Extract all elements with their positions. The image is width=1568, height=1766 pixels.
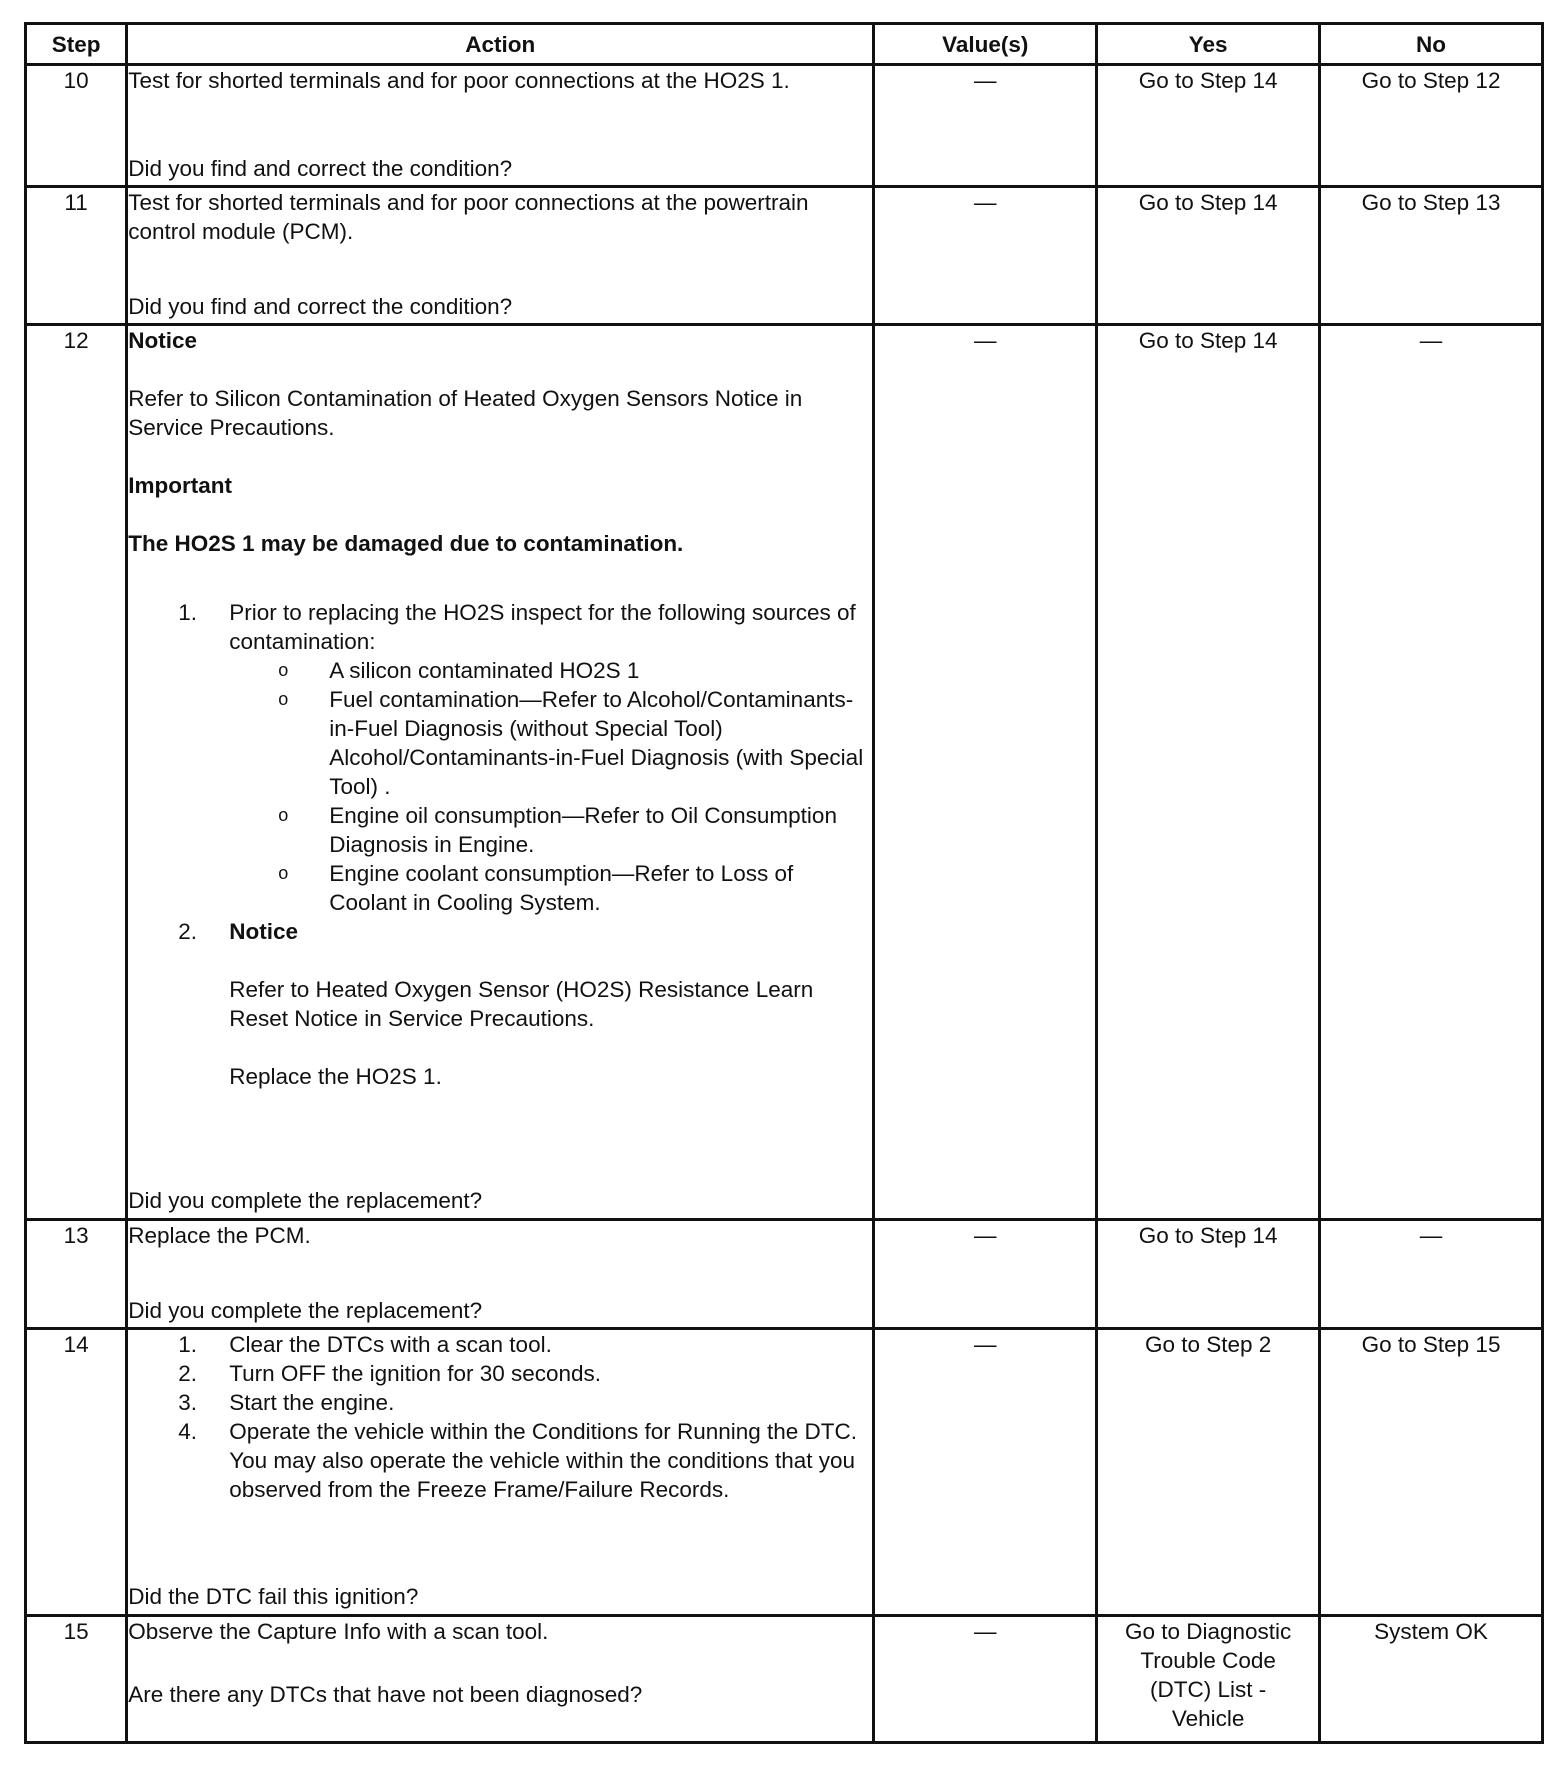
notice-text: Refer to Silicon Contamination of Heated Oxygen Sensors Notice in Service Precautions.: [128, 386, 803, 441]
step-number: 10: [26, 65, 127, 187]
step-number: 13: [26, 1220, 127, 1329]
table-row: [26, 65, 1543, 187]
item-number: 1.: [178, 600, 197, 626]
list-item: [128, 1417, 872, 1504]
item-text: Prior to replacing the HO2S inspect for the following sources of contamination:: [229, 600, 856, 655]
procedure-list: [128, 598, 872, 1091]
header-yes: Yes: [1097, 24, 1320, 65]
item-text: Clear the DTCs with a scan tool.: [229, 1332, 552, 1358]
item-number: 1.: [178, 1332, 197, 1358]
bullet-text: Engine oil consumption—Refer to Oil Consumption Diagnosis in Engine.: [329, 803, 837, 858]
header-action: Action: [127, 24, 874, 65]
bullet-icon: o: [278, 660, 289, 681]
value-cell: —: [874, 325, 1097, 1220]
step-number: 14: [26, 1329, 127, 1615]
list-item: [128, 598, 872, 917]
step-number: 12: [26, 325, 127, 1220]
value-cell: —: [874, 1615, 1097, 1742]
item-number: 2.: [178, 919, 197, 945]
header-no: No: [1320, 24, 1543, 65]
no-cell: —: [1320, 1220, 1543, 1329]
bullet-icon: o: [278, 805, 289, 826]
bullet-text: A silicon contaminated HO2S 1: [329, 658, 640, 684]
yes-cell: Go to Step 14: [1097, 187, 1320, 325]
item-text: Turn OFF the ignition for 30 seconds.: [229, 1361, 602, 1387]
list-item: [128, 917, 872, 1091]
action-question: Did you find and correct the condition?: [128, 294, 513, 320]
action-text: Observe the Capture Info with a scan tool.: [128, 1618, 549, 1644]
important-heading: Important: [128, 473, 232, 499]
header-row: [26, 24, 1543, 65]
item-text: Operate the vehicle within the Conditions for Running the DTC. You may also operate the vehicle within the conditions that you observed from the Freeze Frame/Failure Records.: [229, 1419, 858, 1503]
step-number: 15: [26, 1615, 127, 1742]
table-row: [26, 1615, 1543, 1742]
action-question: Did you find and correct the condition?: [128, 156, 513, 181]
bullet-icon: o: [278, 863, 289, 884]
action-text: Replace the PCM.: [128, 1223, 311, 1249]
yes-cell: Go to Step 14: [1097, 1220, 1320, 1329]
no-cell: —: [1320, 325, 1543, 1220]
no-cell: Go to Step 12: [1320, 65, 1543, 187]
header-step: Step: [26, 24, 127, 65]
action-question: Did you complete the replacement?: [128, 1298, 483, 1324]
table-row: [26, 1220, 1543, 1329]
yes-cell: Go to Diagnostic Trouble Code (DTC) List - Vehicle: [1097, 1615, 1320, 1742]
action-text: Test for shorted terminals and for poor connections at the powertrain control module (PCM).: [128, 190, 809, 245]
action-question: Did the DTC fail this ignition?: [128, 1584, 419, 1610]
yes-cell: Go to Step 14: [1097, 325, 1320, 1220]
bullet-text: Engine coolant consumption—Refer to Loss of Coolant in Cooling System.: [329, 861, 794, 916]
no-cell: System OK: [1320, 1615, 1543, 1742]
action-cell: [127, 1615, 874, 1742]
item-number: 4.: [178, 1419, 197, 1445]
item-text: Start the engine.: [229, 1390, 395, 1416]
table-row: [26, 1329, 1543, 1615]
no-cell: Go to Step 15: [1320, 1329, 1543, 1615]
contamination-sources-list: [229, 656, 872, 917]
yes-cell: Go to Step 2: [1097, 1329, 1320, 1615]
item-number: 3.: [178, 1390, 197, 1416]
item-notice-heading: Notice: [229, 919, 298, 945]
yes-cell: Go to Step 14: [1097, 65, 1320, 187]
list-item: [228, 656, 872, 685]
value-cell: —: [874, 187, 1097, 325]
header-values: Value(s): [874, 24, 1097, 65]
list-item: [128, 1330, 872, 1359]
table-row: [26, 325, 1543, 1220]
list-item: [128, 1359, 872, 1388]
notice-heading: Notice: [128, 328, 197, 354]
value-cell: —: [874, 1329, 1097, 1615]
diagnostic-table: [24, 22, 1544, 1744]
no-cell: Go to Step 13: [1320, 187, 1543, 325]
bullet-text: Fuel contamination—Refer to Alcohol/Contaminants-in-Fuel Diagnosis (without Special Tool) Alcohol/Contaminants-in-Fuel Diagnosis (with Special Tool) .: [329, 687, 864, 800]
action-question: Are there any DTCs that have not been diagnosed?: [128, 1681, 643, 1707]
action-cell: [127, 1220, 874, 1329]
action-question: Did you complete the replacement?: [128, 1188, 483, 1214]
action-cell: [127, 1329, 874, 1615]
step-number: 11: [26, 187, 127, 325]
item-notice-text: Refer to Heated Oxygen Sensor (HO2S) Resistance Learn Reset Notice in Service Precautions.: [229, 977, 814, 1032]
action-text: Test for shorted terminals and for poor connections at the HO2S 1.: [128, 68, 790, 93]
bullet-icon: o: [278, 689, 289, 710]
action-cell: [127, 65, 874, 187]
item-replace-text: Replace the HO2S 1.: [229, 1064, 442, 1090]
table-row: [26, 187, 1543, 325]
value-cell: —: [874, 65, 1097, 187]
list-item: [228, 685, 872, 801]
value-cell: —: [874, 1220, 1097, 1329]
list-item: [228, 801, 872, 859]
list-item: [228, 859, 872, 917]
list-item: [128, 1388, 872, 1417]
important-text: The HO2S 1 may be damaged due to contamination.: [128, 531, 684, 557]
procedure-list: [128, 1330, 872, 1504]
action-cell: [127, 325, 874, 1220]
action-cell: [127, 187, 874, 325]
item-number: 2.: [178, 1361, 197, 1387]
